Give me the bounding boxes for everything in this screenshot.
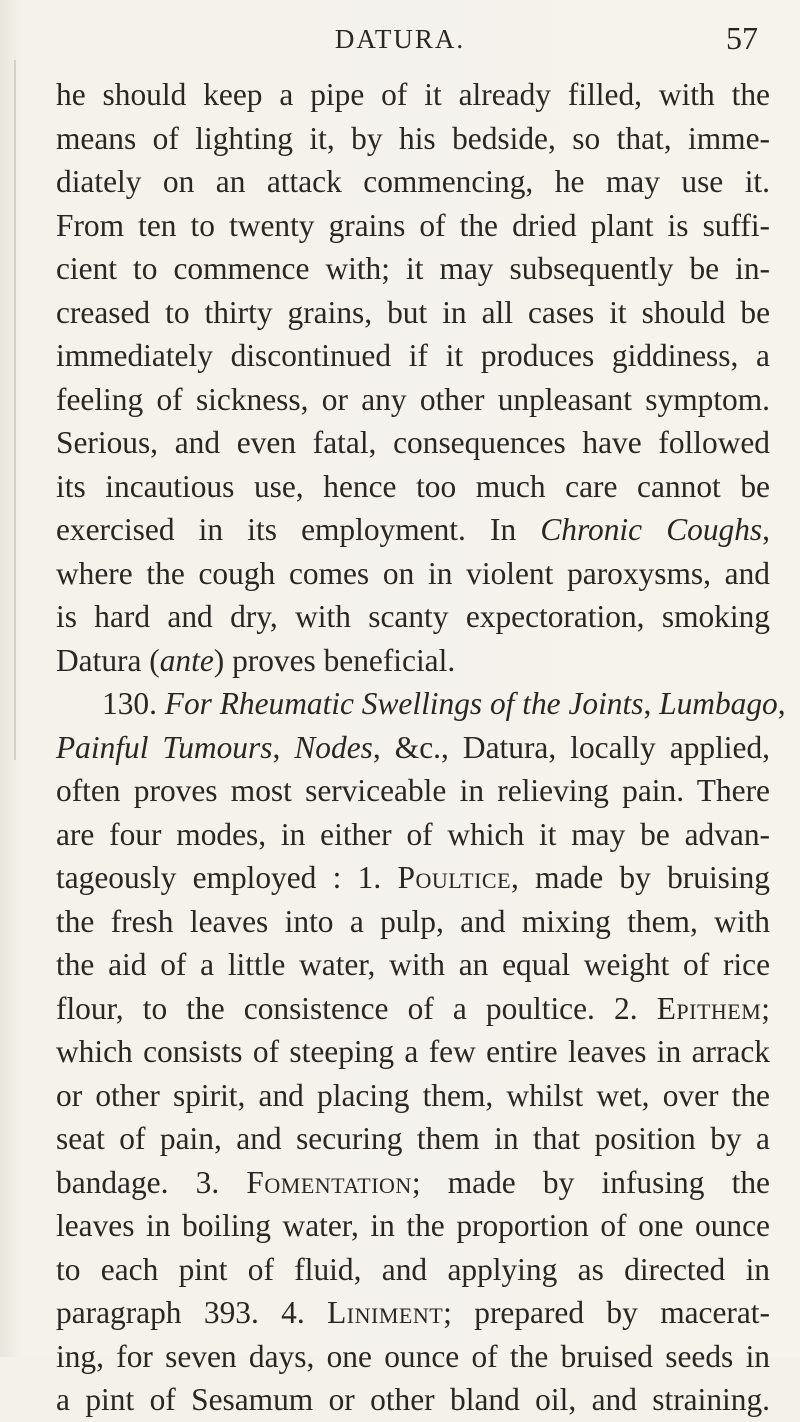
italic-text: Lumbago [659,686,778,721]
text-segment: seat of pain, and securing them in that position by a [56,1121,770,1156]
text-segment: the aid of a little water, with an equal weight of rice [56,947,770,982]
text-segment: ; made by infusing the [411,1164,770,1200]
text-line [56,421,770,465]
text-line [56,639,770,683]
text-segment: the fresh leaves into a pulp, and mixing them, with [56,903,770,939]
text-line [56,291,770,335]
italic-text: Painful Tumours [56,729,273,765]
text-segment: ing, for seven days, one ounce of the bruised seeds in [56,1338,770,1374]
text-line [56,726,770,770]
text-line [56,247,770,291]
small-caps-text: Epithem [656,990,762,1026]
italic-text: For Rheumatic Swellings of the Joints [164,686,644,721]
text-line [56,769,770,813]
text-line [56,334,770,378]
body-text [56,73,786,1422]
text-segment: diately on an attack commencing, he may use it. [56,164,770,199]
text-line [56,1030,770,1074]
text-segment: immediately discontinued if it produces giddiness, a [56,338,770,373]
text-segment: 130. [102,686,165,721]
text-line [56,1161,770,1205]
text-segment: a pint of Sesamum or other bland oil, and straining. [56,1382,770,1417]
text-line [56,595,770,639]
text-segment: feeling of sickness, or any other unpleasant symptom. [56,381,770,417]
text-segment: ; [761,990,770,1026]
text-segment: creased to thirty grains, but in all cases it should be [56,294,770,330]
text-segment: , made by bruising [511,860,770,895]
text-segment: , [643,686,660,721]
text-segment: its incautious use, hence too much care cannot be [56,468,770,504]
text-line [56,1204,770,1248]
text-line [56,465,770,509]
text-segment: , [762,512,770,547]
text-segment: Datura ( [56,642,160,678]
small-caps-text: Fomentation [246,1164,412,1200]
text-line [56,1291,770,1335]
running-head: DATURA. [334,24,466,54]
text-line [56,508,770,552]
text-segment: , [777,686,786,721]
text-segment: flour, to the consistence of a poultice. 2. [56,990,657,1026]
text-segment: ) proves beneficial. [213,642,456,678]
italic-text: ante [159,642,214,678]
text-segment: exercised in its employment. In [56,512,541,547]
text-line [56,117,770,161]
text-segment: often proves most serviceable in relieving pain. There [56,773,770,808]
text-segment: are four modes, in either of which it may be advan- [56,816,770,852]
text-segment: , &c., Datura, locally applied, [372,729,771,765]
text-line [56,682,786,726]
text-line [56,204,770,248]
page-header [0,20,800,60]
page-number: 57 [726,20,758,56]
text-line [56,1117,770,1161]
text-line [56,1248,770,1292]
text-line [56,943,770,987]
text-segment: ; prepared by macerat- [443,1295,770,1330]
page-edge-shadow [0,60,16,760]
text-segment: means of lighting it, by his bedside, so that, imme- [56,120,770,156]
text-segment: where the cough comes on in violent paroxysms, and [56,555,770,591]
small-caps-text: Liniment [327,1295,444,1330]
text-segment: cient to commence with; it may subsequently be in- [56,251,770,286]
text-line [56,73,770,117]
text-line [56,813,770,857]
text-line [56,900,770,944]
text-line [56,856,770,900]
text-line [56,987,770,1031]
text-line [56,1335,770,1379]
text-line [56,160,770,204]
text-line [56,552,770,596]
text-segment: is hard and dry, with scanty expectoration, smoking [56,599,770,634]
text-segment: From ten to twenty grains of the dried plant is suffi- [56,207,770,243]
text-segment: to each pint of fluid, and applying as directed in [56,1251,770,1287]
italic-text: Nodes [294,729,373,765]
text-segment: he should keep a pipe of it already filled, with the [56,77,770,112]
text-segment: , [272,729,295,765]
text-segment: paragraph 393. 4. [56,1295,328,1330]
text-segment: leaves in boiling water, in the proportion of one ounce [56,1208,770,1243]
text-segment: tageously employed : 1. [56,860,398,895]
italic-text: Chronic Coughs [540,512,763,547]
small-caps-text: Poultice [397,860,512,895]
text-segment: Serious, and even fatal, consequences have followed [56,425,770,460]
text-segment: bandage. 3. [56,1164,247,1200]
text-line [56,1074,770,1118]
text-line [56,378,770,422]
text-line [56,1378,770,1422]
text-segment: which consists of steeping a few entire leaves in arrack [56,1034,770,1069]
text-segment: or other spirit, and placing them, whilst wet, over the [56,1077,770,1113]
